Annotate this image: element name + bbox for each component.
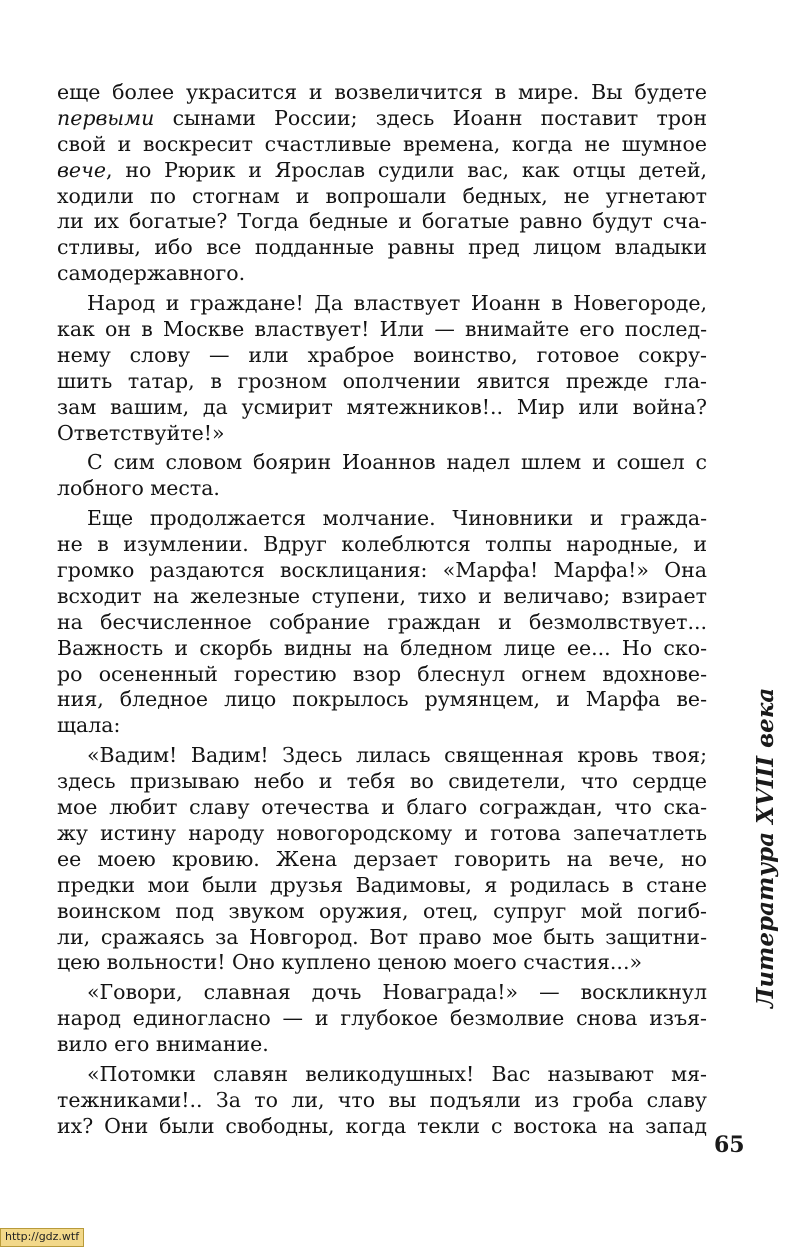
text-line: народ единогласно — и глубокое безмолвие снова изъя- xyxy=(57,1006,707,1031)
text-line: вече, но Рюрик и Ярослав судили вас, как отцы детей, xyxy=(57,157,707,182)
text-line: Важность и скорбь видны на бледном лице ее... Но ско- xyxy=(57,635,707,660)
section-side-caption: Литература XVIII века xyxy=(752,687,779,1008)
text-line: здесь призываю небо и тебя во свидетели, что сердце xyxy=(57,769,707,794)
text-line: «Вадим! Вадим! Здесь лилась священная кровь твоя; xyxy=(87,743,707,768)
text-line: всходит на железные ступени, тихо и величаво; взирает xyxy=(57,583,707,608)
text-line: ния, бледное лицо покрылось румянцем, и Марфа ве- xyxy=(57,687,707,712)
page-number: 65 xyxy=(714,1132,745,1158)
text-line: предки мои были друзья Вадимовы, я родилась в стане xyxy=(57,872,707,897)
text-line: щала: xyxy=(57,713,121,738)
text-line: воинском под звуком оружия, отец, супруг мой погиб- xyxy=(57,898,707,923)
emphasis-text: вече xyxy=(57,157,106,182)
text-line: не в изумлении. Вдруг колеблются толпы народные, и xyxy=(57,532,707,557)
text-line: свой и воскресит счастливые времена, когда не шумное xyxy=(57,131,707,156)
text-line: ее моею кровию. Жена дерзает говорить на вече, но xyxy=(57,846,707,871)
text-line: Народ и граждане! Да властвует Иоанн в Новегороде, xyxy=(87,291,707,316)
text-line: шить татар, в грозном ополчении явится прежде гла- xyxy=(57,368,707,393)
text-line: ли, сражаясь за Новгород. Вот право мое быть защитни- xyxy=(57,924,707,949)
text-line: Еще продолжается молчание. Чиновники и гражда- xyxy=(87,506,707,531)
text-line: С сим словом боярин Иоаннов надел шлем и сошел с xyxy=(87,450,707,475)
text-line: первыми сынами России; здесь Иоанн поставит трон xyxy=(57,105,707,130)
text-line: жу истину народу новогородскому и готова запечатлеть xyxy=(57,820,707,845)
text-line: цею вольности! Оно куплено ценою моего счастия...» xyxy=(57,950,643,975)
text-line: самодержавного. xyxy=(57,261,246,286)
text-line: ли их богатые? Тогда бедные и богатые равно будут сча- xyxy=(57,209,707,234)
watermark-link[interactable]: http://gdz.wtf xyxy=(0,1228,84,1247)
text-line: тежниками!.. За то ли, что вы подъяли из гроба славу xyxy=(57,1087,707,1112)
text-line: громко раздаются восклицания: «Марфа! Марфа!» Она xyxy=(57,558,707,583)
emphasis-text: первыми xyxy=(57,105,155,130)
body-text xyxy=(57,80,707,1140)
text-line: нему слову — или храброе воинство, готовое сокру- xyxy=(57,342,707,367)
text-line: «Говори, славная дочь Новаграда!» — воскликнул xyxy=(87,980,707,1005)
text-line: ро осененный горестию взор блеснул огнем вдохнове- xyxy=(57,661,707,686)
text-line: вило его внимание. xyxy=(57,1032,269,1057)
text-line: мое любит славу отечества и благо сограждан, что ска- xyxy=(57,795,707,820)
text-line: как он в Москве властвует! Или — внимайте его послед- xyxy=(57,317,707,342)
text-line: ходили по стогнам и вопрошали бедных, не угнетают xyxy=(57,183,707,208)
text-line: «Потомки славян великодушных! Вас называют мя- xyxy=(87,1061,707,1086)
text-line: еще более украсится и возвеличится в мире. Вы будете xyxy=(57,80,707,104)
text-line: Ответствуйте!» xyxy=(57,420,225,445)
text-line: стливы, ибо все подданные равны пред лицом владыки xyxy=(57,235,707,260)
text-line: лобного места. xyxy=(57,476,220,501)
text-line: зам вашим, да усмирит мятежников!.. Мир или война? xyxy=(57,394,707,419)
text-line: их? Они были свободны, когда текли с востока на запад xyxy=(57,1113,707,1138)
text-line: на бесчисленное собрание граждан и безмолвствует... xyxy=(57,609,707,634)
